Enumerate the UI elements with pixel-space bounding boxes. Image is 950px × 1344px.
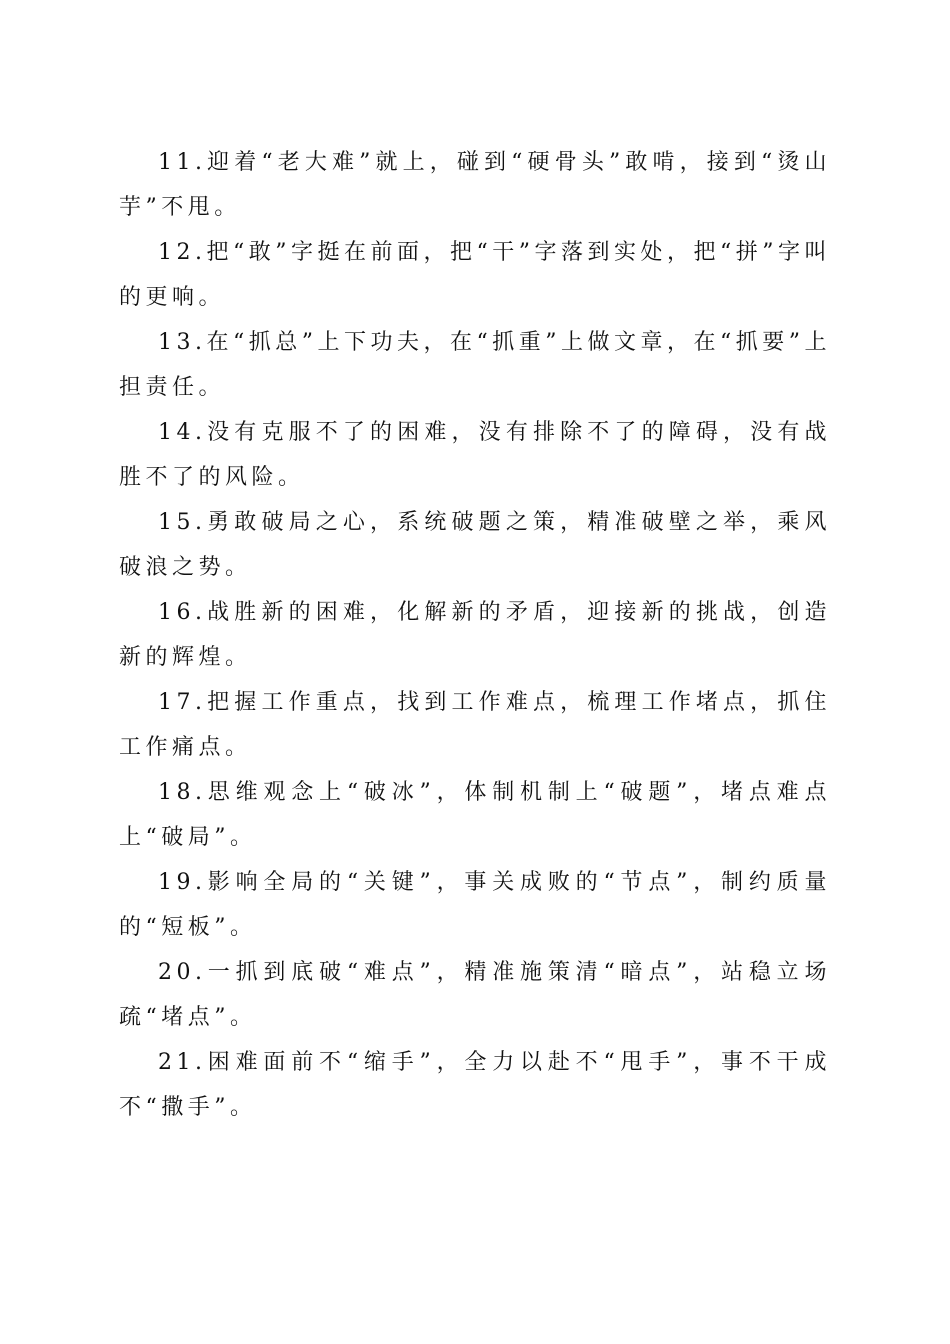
paragraph-18: 18.思维观念上“破冰”，体制机制上“破题”，堵点难点上“破局”。 — [119, 780, 831, 850]
paragraph-13: 13.在“抓总”上下功夫，在“抓重”上做文章，在“抓要”上担责任。 — [119, 330, 831, 400]
paragraph-21: 21.困难面前不“缩手”，全力以赴不“甩手”，事不干成不“撒手”。 — [119, 1050, 831, 1120]
paragraph-11: 11.迎着“老大难”就上，碰到“硬骨头”敢啃，接到“烫山芋”不甩。 — [119, 150, 831, 220]
paragraph-20: 20.一抓到底破“难点”，精准施策清“暗点”，站稳立场疏“堵点”。 — [119, 960, 831, 1030]
document-body — [119, 140, 831, 1130]
paragraph-14: 14.没有克服不了的困难，没有排除不了的障碍，没有战胜不了的风险。 — [119, 420, 831, 490]
paragraph-16: 16.战胜新的困难，化解新的矛盾，迎接新的挑战，创造新的辉煌。 — [119, 600, 831, 670]
paragraph-17: 17.把握工作重点，找到工作难点，梳理工作堵点，抓住工作痛点。 — [119, 690, 831, 760]
paragraph-19: 19.影响全局的“关键”，事关成败的“节点”，制约质量的“短板”。 — [119, 870, 831, 940]
paragraph-12: 12.把“敢”字挺在前面，把“干”字落到实处，把“拼”字叫的更响。 — [119, 240, 831, 310]
paragraph-15: 15.勇敢破局之心，系统破题之策，精准破壁之举，乘风破浪之势。 — [119, 510, 831, 580]
